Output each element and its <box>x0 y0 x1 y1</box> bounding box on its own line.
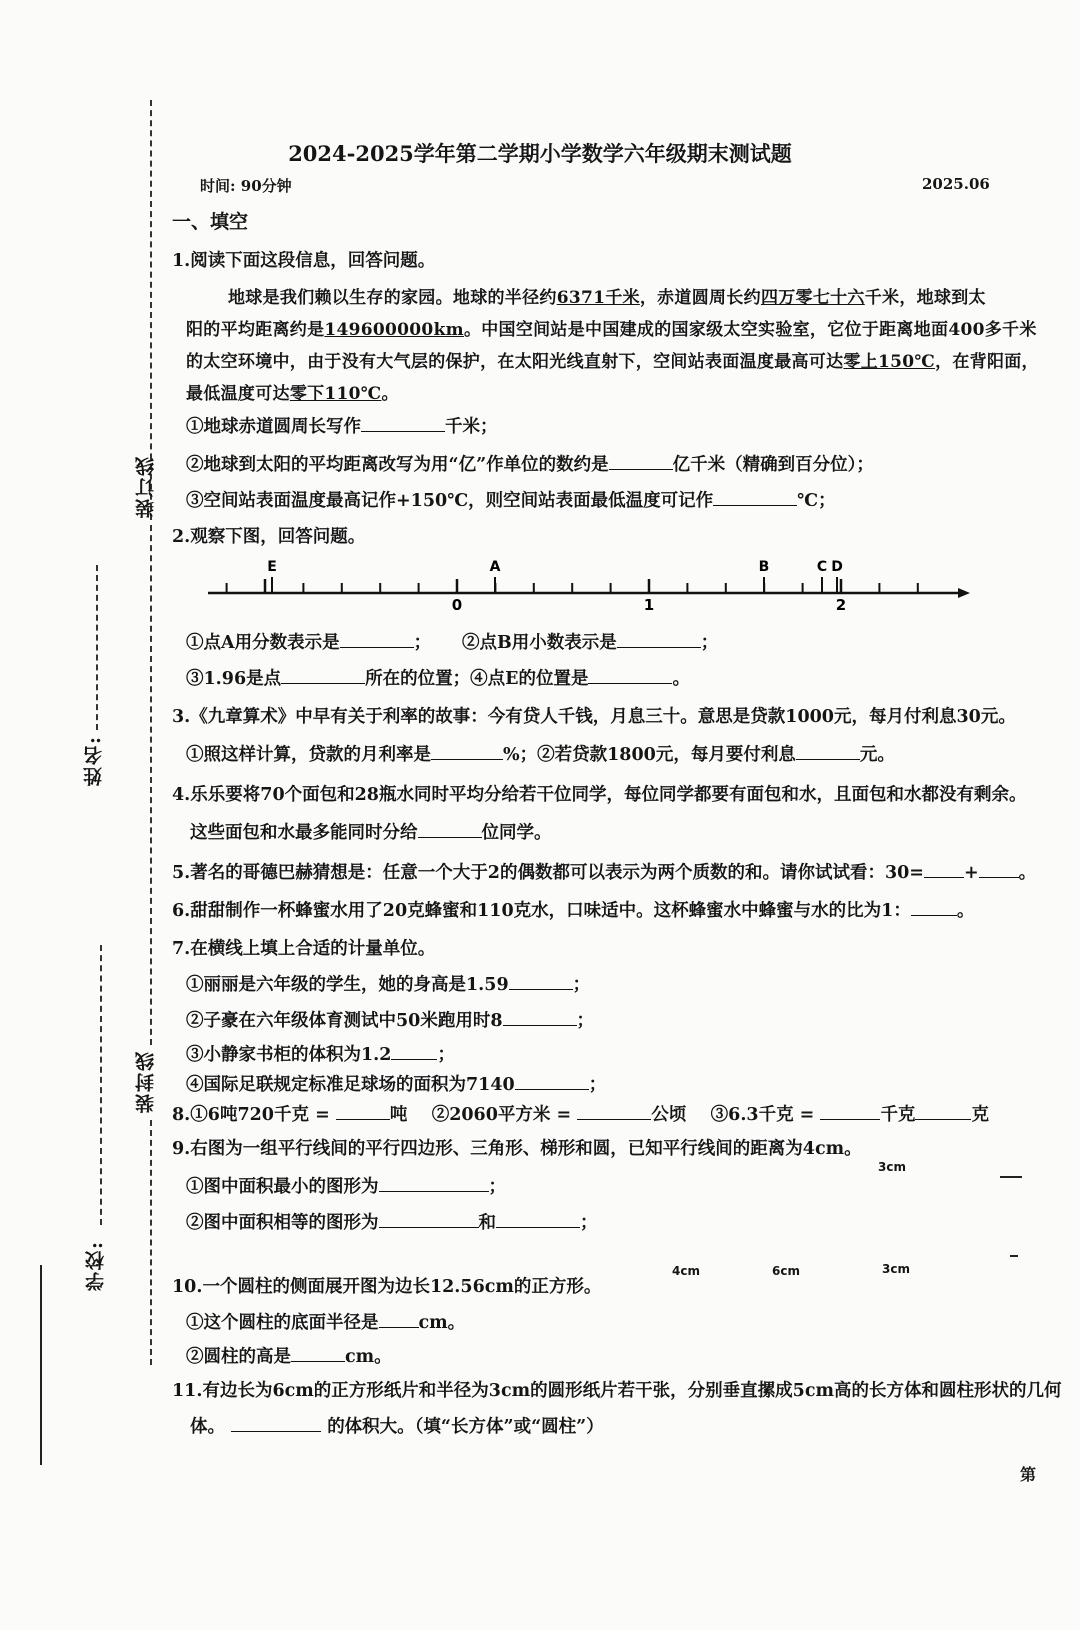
q10-sub-text: ②圆柱的高是 <box>186 1347 291 1367</box>
answer-blank[interactable] <box>361 415 445 432</box>
number-line <box>200 555 980 615</box>
q1-sub2 <box>186 451 874 476</box>
q9-figure-label: 3cm <box>882 1262 910 1276</box>
answer-blank[interactable] <box>379 1211 479 1228</box>
q1-text: 的太空环境中，由于没有大气层的保护，在太阳光线直射下，空间站表面温度最高可达 <box>186 352 844 372</box>
q7-stem: 7.在横线上填上合适的计量单位。 <box>172 939 436 959</box>
q2-sub2 <box>462 629 718 654</box>
q1-underlined: 6371千米 <box>556 288 640 308</box>
q2-sub-text: ②点B用小数表示是 <box>462 633 617 653</box>
section-heading: 一、填空 <box>172 211 249 233</box>
q8-text: ③6.3千克 = <box>710 1105 815 1125</box>
q1-text: ，赤道圆周长约 <box>639 288 761 308</box>
answer-blank[interactable] <box>281 667 365 684</box>
name-label: 姓名: <box>83 735 105 787</box>
q9-sub-text: 和 <box>478 1213 496 1233</box>
answer-blank[interactable] <box>609 453 673 470</box>
q1-sub-text: ②地球到太阳的平均距离改写为用“亿”作单位的数约是 <box>186 455 609 475</box>
q1-underlined: 零上150℃ <box>843 352 936 372</box>
answer-blank[interactable] <box>379 1175 489 1192</box>
q2-sub3 <box>186 665 690 690</box>
tick-label-0: 0 <box>451 596 463 614</box>
answer-blank[interactable] <box>820 1103 880 1120</box>
q2-sub-text: ； <box>700 633 719 653</box>
answer-blank[interactable] <box>617 631 701 648</box>
q10-stem: 10.一个圆柱的侧面展开图为边长12.56cm的正方形。 <box>172 1277 602 1297</box>
q11-text: 体。 <box>190 1417 225 1437</box>
q3-sub <box>186 741 895 766</box>
q7-sub-text: ①丽丽是六年级的学生，她的身高是1.59 <box>186 975 509 995</box>
answer-blank[interactable] <box>588 667 672 684</box>
q1-sub-text: 千米； <box>445 417 498 437</box>
q4-text: 位同学。 <box>481 823 552 843</box>
answer-blank[interactable] <box>340 631 414 648</box>
q8-text: 克 <box>971 1105 989 1125</box>
q5-text: 。 <box>1018 863 1037 883</box>
q1-passage-line4 <box>186 379 399 404</box>
tick-label-1: 1 <box>643 596 655 614</box>
answer-blank[interactable] <box>391 1043 437 1060</box>
answer-blank[interactable] <box>431 743 503 760</box>
q7-sub-text: ； <box>576 1011 595 1031</box>
q8-text: 千克 <box>880 1105 916 1125</box>
q7-sub-text: ； <box>437 1045 455 1065</box>
page-number-corner: 第 <box>1020 1465 1037 1484</box>
q3-sub-text: ①照这样计算，贷款的月利率是 <box>186 745 431 765</box>
q10-sub-text: cm。 <box>418 1313 466 1333</box>
q6-text: 。 <box>956 901 975 921</box>
q1-underlined: 零下110℃ <box>289 384 382 404</box>
q1-text: 。中国空间站是中国建成的国家级太空实验室，它位于距离地面400多千米 <box>463 320 1037 340</box>
q6-line <box>172 897 974 922</box>
answer-blank[interactable] <box>231 1415 321 1432</box>
binding-line-mid <box>150 525 152 1045</box>
q2-sub1 <box>186 629 431 654</box>
q10-sub-text: cm。 <box>345 1347 392 1367</box>
q1-underlined: 四万零七十六 <box>760 288 865 308</box>
answer-blank[interactable] <box>924 861 964 878</box>
binding-line-bottom <box>150 1120 152 1365</box>
q9-sub-text: ； <box>488 1177 506 1197</box>
q11-text: 的体积大。（填“长方体”或“圆柱”） <box>327 1417 604 1437</box>
q1-sub-text: 亿千米（精确到百分位）； <box>672 455 874 475</box>
q8-text: 吨 <box>389 1105 408 1125</box>
q4-line2 <box>190 819 552 844</box>
q9-sub-text: ； <box>580 1213 598 1233</box>
q3-stem: 3.《九章算术》中早有关于利率的故事：今有贷人千钱，月息三十。意思是贷款1000元，每月付利息30元。 <box>172 707 1016 727</box>
answer-blank[interactable] <box>496 1211 580 1228</box>
q9-sub1 <box>186 1173 506 1198</box>
q7-sub1 <box>186 971 590 996</box>
q7-sub-text: ； <box>572 975 591 995</box>
q8-line <box>172 1101 989 1126</box>
page-title: 2024-2025学年第二学期小学数学六年级期末测试题 <box>288 141 792 166</box>
answer-blank[interactable] <box>713 489 797 506</box>
binding-label-top: 装订线 <box>135 455 157 518</box>
q8-text: 8.①6吨720千克 = <box>172 1105 330 1125</box>
answer-blank[interactable] <box>418 821 482 838</box>
q1-passage-line3 <box>186 347 1039 372</box>
exam-date: 2025.06 <box>922 175 990 193</box>
q9-figure-label: 6cm <box>772 1264 800 1278</box>
school-label: 学校: <box>85 1240 107 1292</box>
q1-text: 最低温度可达 <box>186 384 290 404</box>
q11-line2 <box>190 1413 604 1438</box>
q8-text: ②2060平方米 = <box>431 1105 572 1125</box>
q1-sub-text: ③空间站表面温度最高记作+150℃，则空间站表面最低温度可记作 <box>186 491 714 511</box>
q2-sub-text: ③1.96是点 <box>186 669 282 689</box>
q7-sub2 <box>186 1007 594 1032</box>
q1-text: 。 <box>381 384 399 404</box>
q10-sub1 <box>186 1309 465 1334</box>
q7-sub4 <box>186 1071 606 1096</box>
q1-passage-line2 <box>186 315 1037 340</box>
exam-time: 时间: 90分钟 <box>200 177 292 195</box>
answer-blank[interactable] <box>291 1345 345 1362</box>
q8-text: 公顷 <box>651 1105 687 1125</box>
number-line-arrow <box>958 588 970 598</box>
q1-text: 地球是我们赖以生存的家园。地球的半径约 <box>228 288 557 308</box>
q9-sub-text: ①图中面积最小的图形为 <box>186 1177 379 1197</box>
q7-sub-text: ； <box>588 1075 607 1095</box>
q1-sub3 <box>186 487 836 512</box>
q6-text: 6.甜甜制作一杯蜂蜜水用了20克蜂蜜和110克水，口味适中。这杯蜂蜜水中蜂蜜与水的比为1： <box>172 901 911 921</box>
q7-sub-text: ④国际足联规定标准足球场的面积为7140 <box>186 1075 515 1095</box>
q5-text: 5.著名的哥德巴赫猜想是：任意一个大于2的偶数都可以表示为两个质数的和。请你试试看：30= <box>172 863 924 883</box>
q9-figure-label: 3cm <box>878 1160 906 1174</box>
answer-blank[interactable] <box>796 743 860 760</box>
q1-text: ，在背阳面， <box>935 352 1039 372</box>
q3-sub-text: %；②若贷款1800元，每月要付利息 <box>503 745 796 765</box>
point-label-a: A <box>489 559 501 575</box>
q4-line1: 4.乐乐要将70个面包和28瓶水同时平均分给若干位同学，每位同学都要有面包和水，且面包和水都没有剩余。 <box>172 785 1027 805</box>
answer-blank[interactable] <box>336 1103 390 1120</box>
q9-stem: 9.右图为一组平行线间的平行四边形、三角形、梯形和圆，已知平行线间的距离为4cm。 <box>172 1139 862 1159</box>
q2-sub-text: 所在的位置；④点E的位置是 <box>365 669 589 689</box>
name-field-line <box>96 565 98 730</box>
q2-sub-text: ； <box>413 633 432 653</box>
answer-blank[interactable] <box>515 1073 589 1090</box>
q3-sub-text: 元。 <box>859 745 895 765</box>
binding-label-bottom: 装封线 <box>135 1050 157 1113</box>
school-field-line <box>100 945 102 1225</box>
q1-stem: 1.阅读下面这段信息，回答问题。 <box>172 251 436 271</box>
q11-line1: 11.有边长为6cm的正方形纸片和半径为3cm的圆形纸片若干张，分别垂直摞成5cm高的长方体和圆柱形状的几何 <box>172 1381 1062 1401</box>
q7-sub-text: ②子豪在六年级体育测试中50米跑用时8 <box>186 1011 503 1031</box>
q1-underlined: 149600000km <box>324 320 464 340</box>
q5-text: + <box>963 863 979 883</box>
point-label-d: D <box>831 559 843 575</box>
answer-blank[interactable] <box>979 861 1019 878</box>
point-label-c: C <box>816 559 828 575</box>
q1-sub-text: ①地球赤道圆周长写作 <box>186 417 361 437</box>
q1-sub1 <box>186 413 498 438</box>
q5-line <box>172 859 1036 884</box>
page-left-border <box>40 1265 42 1465</box>
point-label-e: E <box>267 559 277 575</box>
q1-text: 阳的平均距离约是 <box>186 320 325 340</box>
q10-sub2 <box>186 1343 392 1368</box>
q7-sub3 <box>186 1041 455 1066</box>
point-label-b: B <box>758 559 770 575</box>
q9-figure-line <box>1000 1176 1022 1178</box>
answer-blank[interactable] <box>509 973 573 990</box>
q4-text: 这些面包和水最多能同时分给 <box>190 823 418 843</box>
q1-passage-line1 <box>228 283 986 308</box>
q9-sub-text: ②图中面积相等的图形为 <box>186 1213 379 1233</box>
answer-blank[interactable] <box>915 1103 971 1120</box>
q10-sub-text: ①这个圆柱的底面半径是 <box>186 1313 379 1333</box>
tick-label-2: 2 <box>835 596 847 614</box>
q9-figure-line <box>1010 1255 1018 1257</box>
q2-stem: 2.观察下图，回答问题。 <box>172 527 366 547</box>
answer-blank[interactable] <box>911 899 957 916</box>
q9-figure-label: 4cm <box>672 1264 700 1278</box>
q1-text: 千米，地球到太 <box>864 288 986 308</box>
q2-sub-text: 。 <box>672 669 690 689</box>
answer-blank[interactable] <box>503 1009 577 1026</box>
q1-sub-text: ℃； <box>797 491 836 511</box>
answer-blank[interactable] <box>379 1311 419 1328</box>
q7-sub-text: ③小静家书柜的体积为1.2 <box>186 1045 392 1065</box>
q9-sub2 <box>186 1209 598 1234</box>
answer-blank[interactable] <box>577 1103 651 1120</box>
q2-sub-text: ①点A用分数表示是 <box>186 633 340 653</box>
